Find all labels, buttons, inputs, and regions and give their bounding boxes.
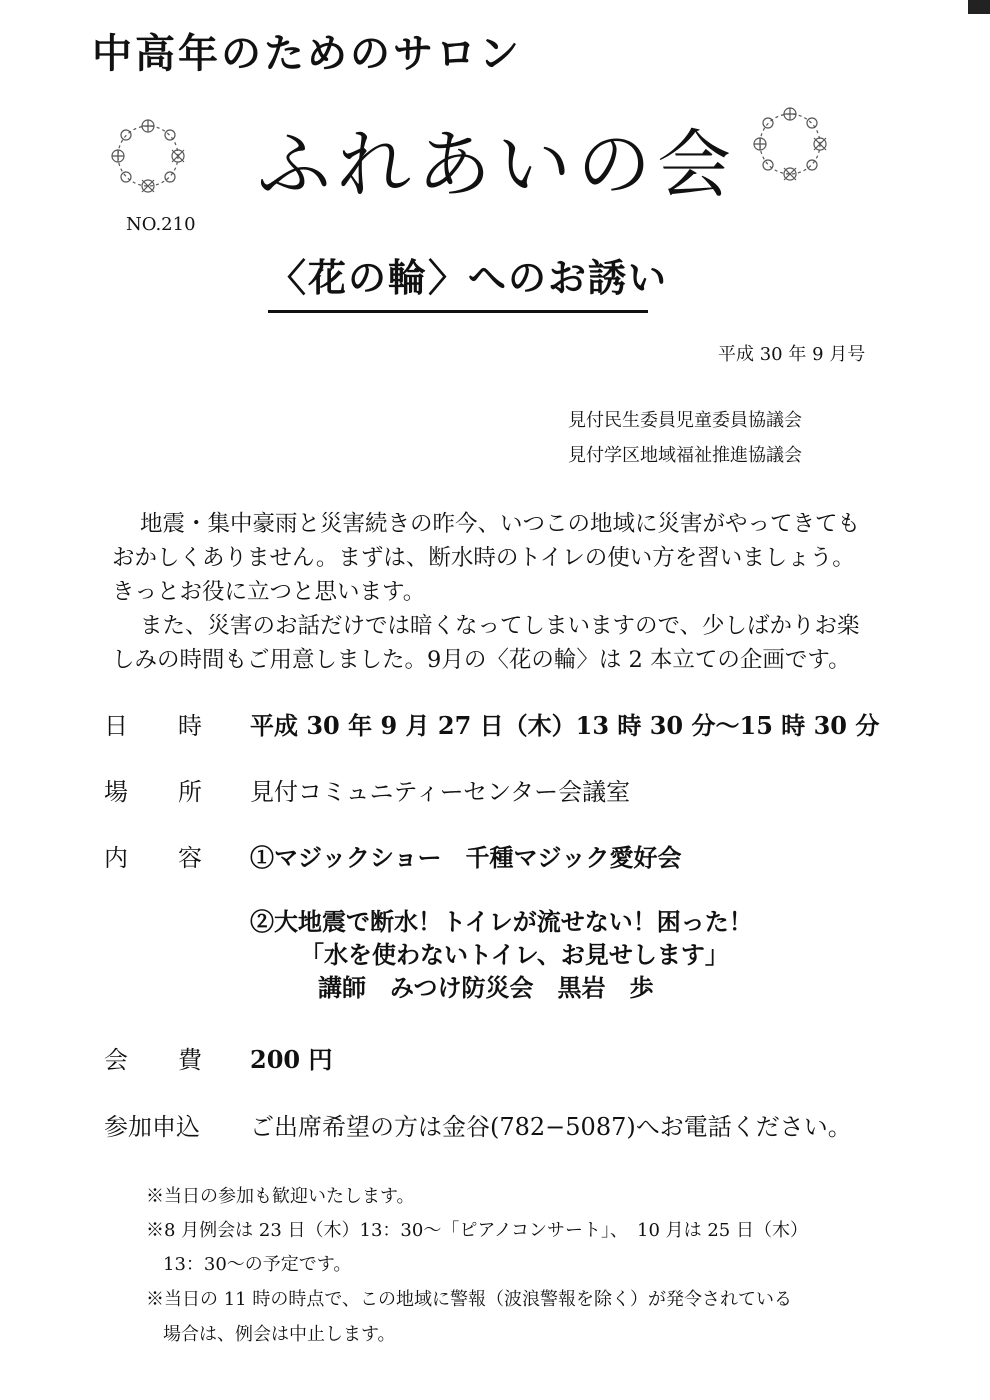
flower-wreath-icon — [104, 112, 192, 200]
content-item-2-lecturer: 講師 みつけ防災会 黒岩 歩 — [318, 973, 654, 1002]
fee-value: 200 円 — [250, 1045, 333, 1074]
date-label-char: 時 — [178, 712, 202, 740]
date-label-char: 日 — [104, 712, 128, 740]
issue-date: 平成 30 年 9 月号 — [718, 344, 866, 365]
place-label — [104, 772, 202, 807]
date-label — [104, 706, 202, 741]
invitation-heading: 〈花の輪〉へのお誘い — [268, 247, 648, 313]
note-schedule-cont: 13：30〜の予定です。 — [163, 1254, 352, 1275]
place-value: 見付コミュニティーセンター会議室 — [250, 778, 631, 806]
body-paragraph-line: おかしくありません。まずは、断水時のトイレの使い方を習いましょう。 — [112, 545, 855, 571]
main-title: ふれあいの会 — [257, 122, 737, 208]
date-value: 平成 30 年 9 月 27 日（木）13 時 30 分〜15 時 30 分 — [250, 711, 880, 740]
apply-value: ご出席希望の方は金谷(782−5087)へお電話ください。 — [250, 1113, 852, 1141]
body-paragraph-line: しみの時間もご用意しました。9月の〈花の輪〉は 2 本立ての企画です。 — [112, 647, 851, 673]
note-cancellation: ※当日の 11 時の時点で、この地域に警報（波浪警報を除く）が発令されている — [146, 1289, 792, 1310]
body-paragraph-line: きっとお役に立つと思います。 — [112, 579, 426, 605]
body-paragraph-line: 地震・集中豪雨と災害続きの昨今、いつこの地域に災害がやってきても — [140, 511, 861, 537]
content-item-2-subtitle: 「水を使わないトイレ、お見せします」 — [300, 940, 729, 969]
fee-label — [104, 1040, 202, 1075]
content-label-char: 内 — [104, 844, 128, 872]
content-label — [104, 838, 202, 873]
fee-label-char: 費 — [178, 1046, 202, 1074]
organization-2: 見付学区地域福祉推進協議会 — [568, 445, 802, 466]
apply-label: 参加申込 — [104, 1113, 200, 1141]
issue-number: NO.210 — [126, 214, 196, 235]
note-walk-in: ※当日の参加も歓迎いたします。 — [146, 1186, 415, 1207]
content-item-2-title: ②大地震で断水！トイレが流せない！困った！ — [250, 907, 753, 936]
fee-label-char: 会 — [104, 1046, 128, 1074]
content-item-1: ①マジックショー 千種マジック愛好会 — [250, 843, 682, 872]
note-cancellation-cont: 場合は、例会は中止します。 — [163, 1324, 396, 1345]
place-label-char: 所 — [178, 778, 202, 806]
scan-edge-mark — [968, 0, 990, 14]
salon-subtitle: 中高年のためのサロン — [92, 30, 522, 77]
flower-wreath-icon — [746, 100, 834, 188]
note-schedule: ※8 月例会は 23 日（木）13：30〜「ピアノコンサート」、 10 月は 25 日（木） — [146, 1220, 808, 1241]
organization-1: 見付民生委員児童委員協議会 — [568, 410, 802, 431]
content-label-char: 容 — [178, 844, 202, 872]
place-label-char: 場 — [104, 778, 128, 806]
body-paragraph-line: また、災害のお話だけでは暗くなってしまいますので、少しばかりお楽 — [140, 613, 860, 639]
